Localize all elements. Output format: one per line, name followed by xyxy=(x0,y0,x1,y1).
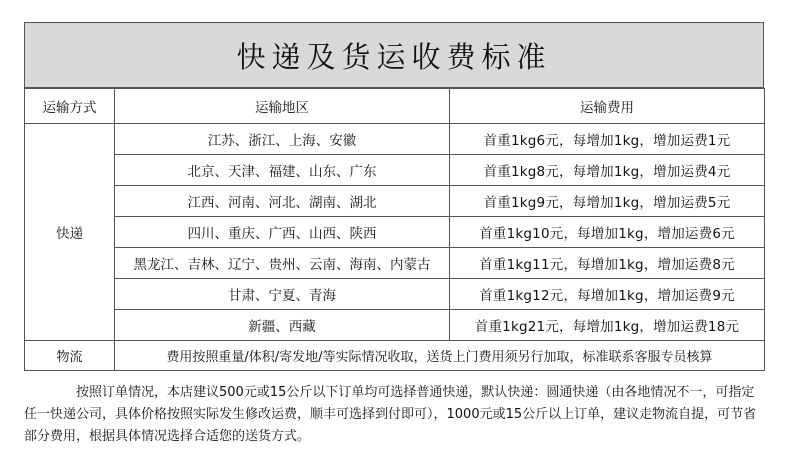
note-text: 按照订单情况，本店建议500元或15公斤以下订单均可选择普通快递，默认快递：圆通快递（由各地情况不一，可指定任一快递公司，具体价格按照实际发生修改运费，顺丰可选择到付即可），1000元或15公斤以上订单，建议走物流自提，可节省部分费用，根据具体情况选择合适您的送货方式。 xyxy=(24,385,757,444)
region-cell: 黑龙江、吉林、辽宁、贵州、云南、海南、内蒙古 xyxy=(115,248,450,279)
fee-cell: 首重1kg6元，每增加1kg，增加运费1元 xyxy=(450,124,765,155)
fee-cell: 首重1kg12元，每增加1kg，增加运费9元 xyxy=(450,279,765,310)
table-row xyxy=(25,155,765,186)
fee-cell: 首重1kg21元，每增加1kg，增加运费18元 xyxy=(450,310,765,341)
region-cell: 四川、重庆、广西、山西、陕西 xyxy=(115,217,450,248)
logistics-desc: 费用按照重量/体积/寄发地/等实际情况收取，送货上门费用须另行加取，标准联系客服专员核算 xyxy=(115,341,765,371)
fee-cell: 首重1kg11元，每增加1kg，增加运费8元 xyxy=(450,248,765,279)
logistics-label: 物流 xyxy=(25,341,115,371)
page-title: 快递及货运收费标准 xyxy=(24,22,764,88)
table-row xyxy=(25,248,765,279)
table-row xyxy=(25,186,765,217)
rate-sheet xyxy=(24,22,764,371)
fee-cell: 首重1kg10元，每增加1kg，增加运费6元 xyxy=(450,217,765,248)
shipping-note xyxy=(24,382,764,448)
region-cell: 甘肃、宁夏、青海 xyxy=(115,279,450,310)
table-row xyxy=(25,279,765,310)
shipping-rate-table xyxy=(24,88,765,371)
header-method: 运输方式 xyxy=(25,89,115,124)
table-row xyxy=(25,217,765,248)
table-header-row xyxy=(25,89,765,124)
region-cell: 新疆、西藏 xyxy=(115,310,450,341)
express-label: 快递 xyxy=(25,124,115,341)
table-row xyxy=(25,124,765,155)
fee-cell: 首重1kg9元，每增加1kg，增加运费5元 xyxy=(450,186,765,217)
region-cell: 北京、天津、福建、山东、广东 xyxy=(115,155,450,186)
logistics-row xyxy=(25,341,765,371)
region-cell: 江西、河南、河北、湖南、湖北 xyxy=(115,186,450,217)
table-row xyxy=(25,310,765,341)
region-cell: 江苏、浙江、上海、安徽 xyxy=(115,124,450,155)
fee-cell: 首重1kg8元，每增加1kg，增加运费4元 xyxy=(450,155,765,186)
header-fee: 运输费用 xyxy=(450,89,765,124)
header-region: 运输地区 xyxy=(115,89,450,124)
